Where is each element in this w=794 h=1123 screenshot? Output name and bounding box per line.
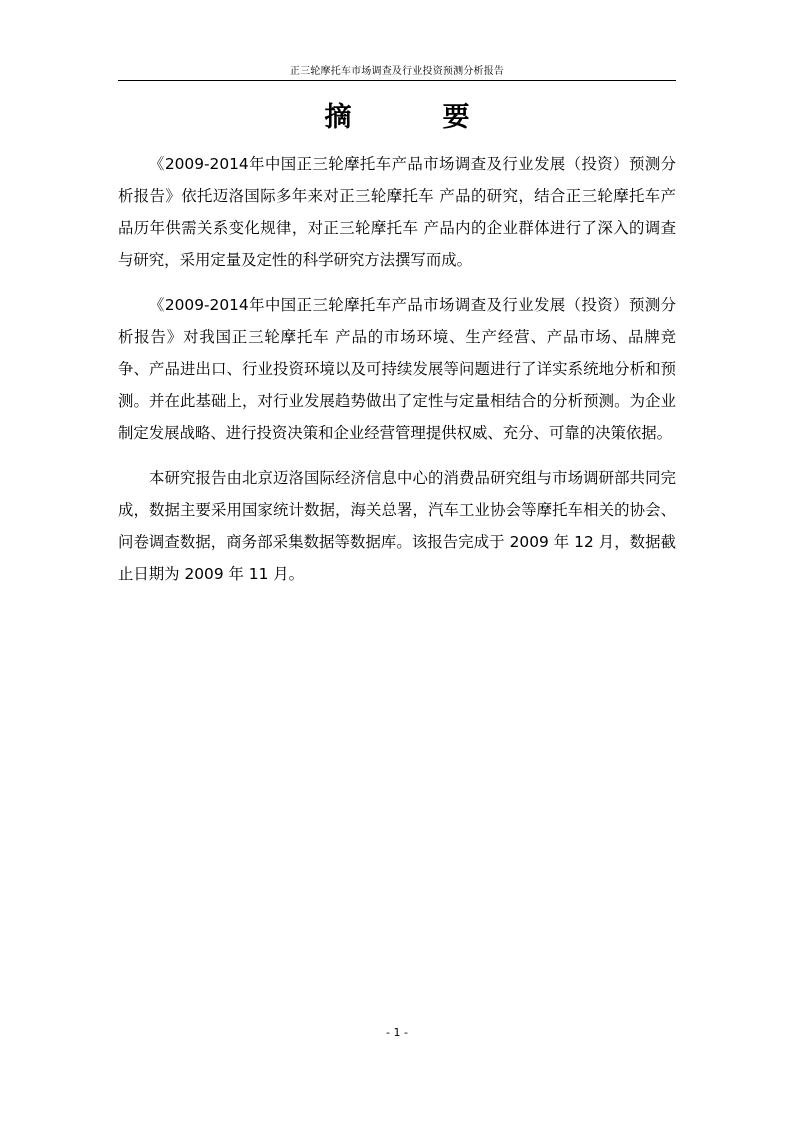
paragraph-2: 《2009-2014年中国正三轮摩托车产品市场调查及行业发展（投资）预测分析报告》对我国正三轮摩托车 产品的市场环境、生产经营、产品市场、品牌竞争、产品进出口、行业投资环境以及可持续发展等问题进行了详实系统地分析和预测。并在此基础上，对行业发展趋势做出了定性与定量相结合的分析预测。为企业制定发展战略、进行投资决策和企业经营管理提供权威、充分、可靠的决策依据。 — [118, 296, 676, 442]
page-title: 摘 要 — [324, 102, 502, 133]
running-header: 正三轮摩托车市场调查及行业投资预测分析报告 — [289, 66, 505, 77]
paragraph-1: 《2009-2014年中国正三轮摩托车产品市场调查及行业发展（投资）预测分析报告》依托迈洛国际多年来对正三轮摩托车 产品的研究，结合正三轮摩托车产品历年供需关系变化规律，对正三轮摩托车 产品内的企业群体进行了深入的调查与研究，采用定量及定性的科学研究方法撰写而成。 — [118, 155, 676, 269]
header-divider — [118, 80, 676, 81]
paragraph-3: 本研究报告由北京迈洛国际经济信息中心的消费品研究组与市场调研部共同完成，数据主要采用国家统计数据，海关总署，汽车工业协会等摩托车相关的协会、问卷调查数据，商务部采集数据等数据库。该报告完成于 2009 年 12 月，数据截止日期为 2009 年 11 月。 — [118, 469, 676, 583]
page-number: - 1 - — [386, 1026, 408, 1039]
abstract-body — [118, 148, 676, 603]
